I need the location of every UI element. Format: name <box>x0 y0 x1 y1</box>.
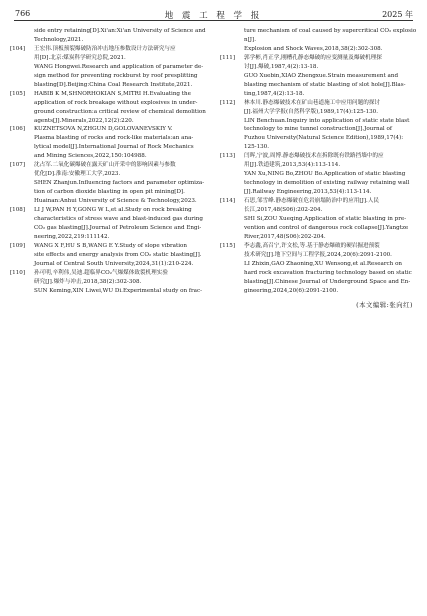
reference-line: 讨[J].爆破,1987,4(2):13-18. <box>244 63 319 70</box>
reference-number: [109] <box>10 242 26 249</box>
reference-item <box>10 242 207 269</box>
reference-line: Journal of Central South University,2024,31(1):210-224. <box>34 260 194 267</box>
reference-item <box>220 54 417 99</box>
reference-line: Technology,2021. <box>34 36 84 43</box>
reference-line: 用[D].北京:煤炭科学研究总院,2021. <box>34 54 126 61</box>
right-column <box>220 27 417 310</box>
reference-number: [108] <box>10 207 26 214</box>
reference-number: [112] <box>220 99 236 106</box>
reference-line: ground construction:a critical review of chemical demolition <box>34 108 206 115</box>
reference-line: technology in demolition of existing railway retaining wall <box>244 180 410 187</box>
reference-line: tion of carbon dioxide blasting in open pit mining[D]. <box>34 189 185 196</box>
reference-line: HABIB K M,SHNORHOKIAN S,MITRI H.Evaluating the <box>34 90 191 97</box>
reference-number: [104] <box>10 45 26 52</box>
reference-line: 王宏伟.顶板预裂爆破防治冲击地压参数设计方法研究与应 <box>34 45 176 52</box>
reference-line: sign method for preventing rockburst by roof presplitting <box>34 72 198 79</box>
editor-note: (本文编辑:张向红) <box>356 300 413 309</box>
reference-continuation <box>34 27 207 45</box>
reference-line: LI J W,PAN H Y,GONG W L,et al.Study on rock breaking <box>34 207 192 214</box>
reference-item <box>10 206 207 242</box>
reference-line: side entry retaining[D].Xi'an:Xi'an University of Science and <box>34 28 206 34</box>
reference-item <box>220 99 417 153</box>
reference-number: [115] <box>220 242 236 249</box>
reference-continuation <box>244 27 417 54</box>
reference-number: [114] <box>220 198 236 205</box>
reference-line: LIN Benchuan.Inquiry into application of static state blast <box>244 117 410 124</box>
issue-year: 2025 年 <box>382 10 413 19</box>
reference-line: 闫晖,宁波,周博.静态爆破技术在拆除既有铁路挡墙中的应 <box>244 153 384 160</box>
reference-line: ting,1987,4(2):13-18. <box>244 90 305 97</box>
reference-line: application of rock breakage without explosives in under- <box>34 99 198 106</box>
reference-line: site effects and energy analysis from CO₂ static blasting[J]. <box>34 251 202 258</box>
reference-item <box>220 152 417 197</box>
reference-line: SUN Keming,XIN Liwei,WU Di.Experimental study on frac- <box>34 287 202 294</box>
reference-number: [110] <box>10 269 26 276</box>
reference-line: 林本川.静态爆破技术在矿山巷道施工中应用问题的探讨 <box>244 99 381 106</box>
reference-line: [J].福州大学学报(自然科学版),1989,17(4):125-130. <box>244 108 379 115</box>
reference-line: gineering,2024,20(6):2091-2100. <box>244 287 339 294</box>
reference-line: 研究[J].爆炸与冲击,2018,38(2):302-308. <box>34 278 142 285</box>
reference-number: [107] <box>10 162 26 169</box>
reference-line: Fuzhou University(Natural Science Edition),1989,17(4): <box>244 135 404 142</box>
page-number: 766 <box>15 9 31 18</box>
reference-line: 长江,2017,48(S06):202-204. <box>244 207 323 214</box>
reference-line: 沈占军.二氧化碳爆破在露天矿山开采中的影响因素与参数 <box>34 162 176 169</box>
reference-item <box>220 242 417 296</box>
reference-number: [106] <box>10 126 26 133</box>
reference-line: technology to mine tunnel construction[J].Journal of <box>244 126 392 133</box>
reference-line: blasting mechanism of static blasting of slot hole[J].Blas- <box>244 81 406 88</box>
reference-line: WANG X F,HU S B,WANG E Y.Study of slope vibration <box>34 242 187 249</box>
reference-line: [J].Railway Engineering,2013,53(4):113-114. <box>244 189 372 196</box>
reference-item <box>220 197 417 242</box>
reference-line: CO₂ gas blasting[J].Journal of Petroleum Science and Engi- <box>34 224 202 231</box>
reference-line: vention and control of dangerous rock collapse[J].Yangtze <box>244 224 409 231</box>
reference-item <box>10 45 207 90</box>
reference-line: GUO Xuebin,XIAO Zhengxue.Strain measurement and <box>244 72 399 79</box>
left-column <box>10 27 207 296</box>
reference-line: Plasma blasting of rocks and rock-like materials:an ana- <box>34 135 194 142</box>
reference-line: neering,2022,219:111142. <box>34 233 110 240</box>
reference-number: [105] <box>10 90 26 97</box>
reference-line: ture mechanism of coal caused by supercritical CO₂ explosion[J]. <box>244 28 417 43</box>
reference-line: 优化[D].淮南:安徽理工大学,2023. <box>34 171 121 178</box>
header-rule <box>14 20 413 21</box>
reference-line: SHEN Zhanjun.Influencing factors and parameter optimiza- <box>34 180 205 187</box>
reference-line: blasting[J].Chinese Journal of Underground Space and En- <box>244 278 411 285</box>
reference-line: characteristics of stress wave and blast-induced gas during <box>34 216 203 223</box>
reference-line: LI Zhixin,GAO Zhaoning,XU Wensong,et al.Research on <box>244 260 403 267</box>
reference-number: [113] <box>220 153 236 160</box>
reference-item <box>10 125 207 161</box>
reference-line: hard rock excavation fracturing technology based on static <box>244 269 412 276</box>
reference-line: 石思,邹雪峰.静态爆破在危岩崩塌防治中的应用[J].人民 <box>244 198 380 205</box>
reference-number: [111] <box>220 54 236 61</box>
reference-line: blasting[D].Beijing:China Coal Research Institute,2021. <box>34 81 193 88</box>
reference-item <box>10 90 207 126</box>
reference-line: Explosion and Shock Waves,2018,38(2):302-308. <box>244 45 383 52</box>
reference-item <box>10 161 207 206</box>
reference-line: YAN Xu,NING Bo,ZHOU Bo.Application of static blasting <box>244 171 406 178</box>
reference-line: lytical model[J].International Journal of Rock Mechanics <box>34 144 194 151</box>
reference-line: 用[J].铁道建筑,2013,53(4):113-114. <box>244 162 341 169</box>
reference-line: KUZNETSOVA N,ZHGUN D,GOLOVANEVSKIY V. <box>34 126 173 133</box>
reference-line: 孙可明,辛利伟,吴迪.超临界CO₂气爆煤体致裂机理实验 <box>34 269 168 276</box>
reference-line: 李志鑫,高召宁,许文松,等.基于静态爆破的硬岩掘进预裂 <box>244 242 380 249</box>
reference-line: SHI Si,ZOU Xueqing.Application of static blasting in pre- <box>244 216 407 223</box>
journal-name: 地 震 工 程 学 报 <box>164 11 263 21</box>
reference-line: Huainan:Anhui University of Science & Technology,2023. <box>34 198 197 205</box>
reference-line: and Mining Sciences,2022,150:104988. <box>34 153 147 160</box>
reference-line: WANG Hongwei.Research and application of parameter de- <box>34 63 204 70</box>
reference-line: 郭学彬,肖正学,刚槽孔静态爆破的应变测量及爆破机理探 <box>244 54 382 61</box>
reference-item <box>10 269 207 296</box>
reference-line: River,2017,48(S06):202-204. <box>244 233 326 240</box>
reference-line: 技术研究[J].地下空间与工程学报,2024,20(6):2091-2100. <box>244 251 392 258</box>
reference-line: 125-130. <box>244 144 270 151</box>
reference-line: agents[J].Minerals,2022,12(2):220. <box>34 117 134 124</box>
